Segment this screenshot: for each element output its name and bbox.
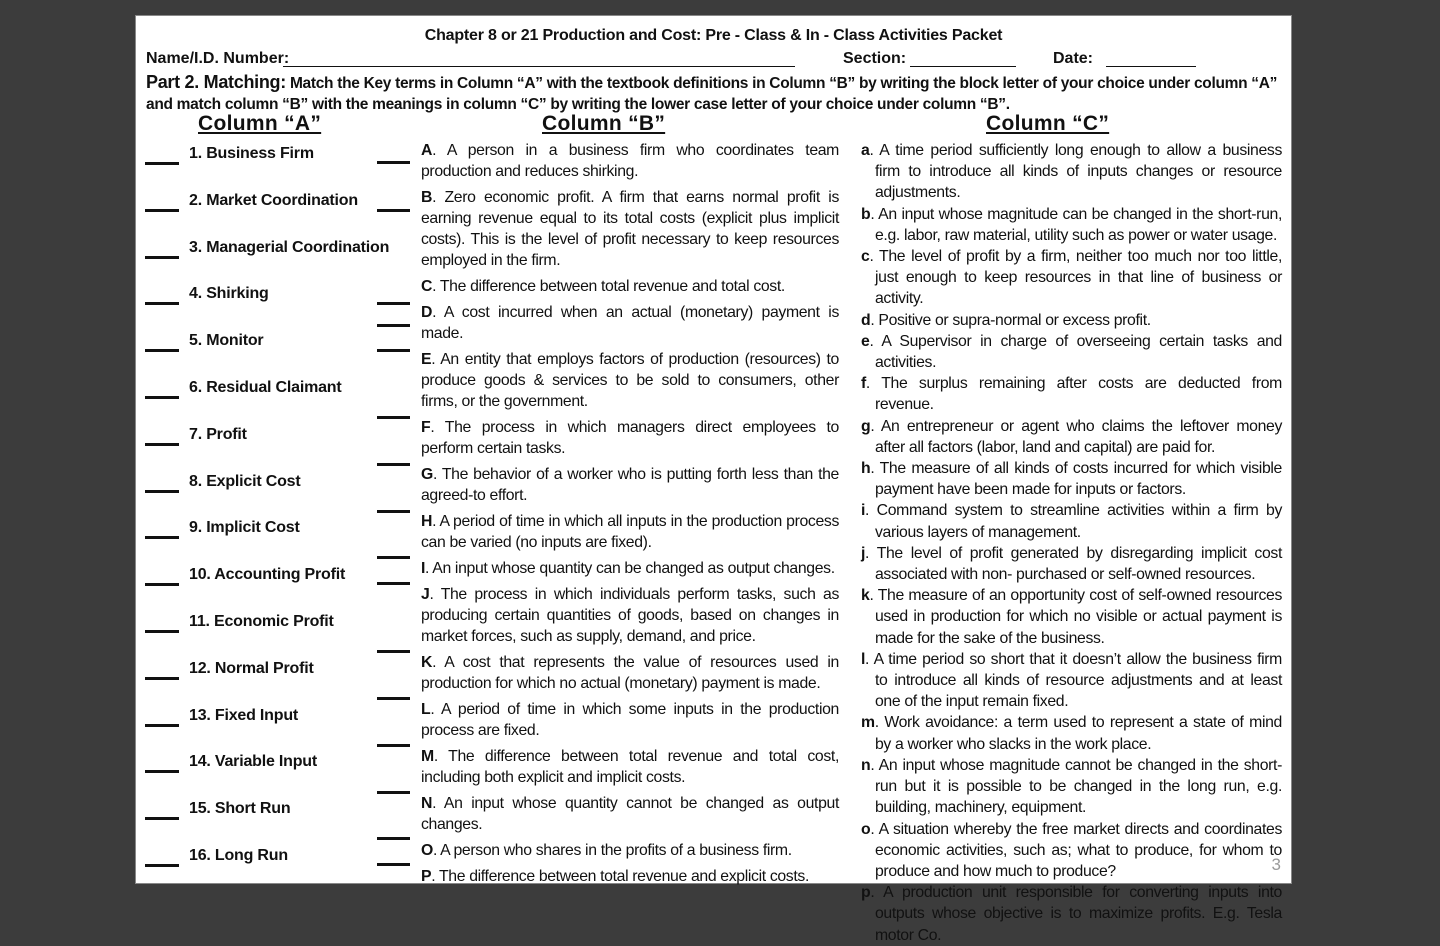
key-term: 16. Long Run	[189, 847, 288, 864]
answer-blank[interactable]	[377, 863, 410, 866]
meaning-letter: a	[861, 142, 870, 159]
part-label: Part 2. Matching:	[146, 72, 286, 92]
column-b-definition	[421, 464, 839, 506]
meaning-text: . Positive or supra-normal or excess profit.	[870, 311, 1151, 329]
column-b-definition	[421, 276, 839, 297]
column-c-meaning	[861, 882, 1282, 946]
definition-text: . The behavior of a worker who is putting forth less than the agreed-to effort.	[421, 466, 839, 504]
meaning-text: . The measure of an opportunity cost of self-owned resources used in production for which no visible or actual payment is made for the sake of the business.	[869, 587, 1282, 647]
answer-blank[interactable]	[377, 837, 410, 840]
answer-blank[interactable]	[145, 864, 179, 867]
meaning-text: . Command system to streamline activities within a firm by various layers of management.	[865, 502, 1282, 541]
key-term: 11. Economic Profit	[189, 613, 334, 630]
answer-blank[interactable]	[377, 556, 410, 559]
definition-letter: H	[421, 513, 433, 530]
column-b-definition	[421, 140, 839, 182]
date-blank[interactable]	[1106, 66, 1196, 67]
answer-blank[interactable]	[145, 349, 179, 352]
meaning-text: . The level of profit generated by disregarding implicit cost associated with non- purchased or self-owned resources.	[865, 544, 1282, 584]
key-term: 13. Fixed Input	[189, 706, 299, 724]
meaning-letter: d	[861, 311, 871, 329]
answer-blank[interactable]	[377, 349, 410, 352]
column-c-meaning	[861, 331, 1282, 373]
column-c-meaning	[861, 712, 1282, 754]
definition-letter: P	[421, 868, 432, 885]
key-term: 3. Managerial Coordination	[189, 238, 390, 256]
definition-text: . An input whose quantity cannot be changed as output changes.	[421, 795, 839, 833]
answer-blank[interactable]	[377, 161, 410, 164]
column-b-definition	[421, 652, 839, 694]
column-b-definition	[421, 866, 839, 887]
column-c-meaning	[861, 458, 1282, 500]
answer-blank[interactable]	[145, 583, 179, 586]
answer-blank[interactable]	[377, 416, 410, 419]
key-term: 4. Shirking	[189, 285, 269, 303]
definition-text: . The difference between total revenue and total cost.	[432, 278, 785, 295]
definition-text: . The difference between total revenue and total cost, including both explicit and implicit costs.	[421, 748, 839, 786]
answer-blank[interactable]	[145, 677, 179, 680]
column-b-definition	[421, 558, 839, 579]
column-c-meaning	[861, 416, 1282, 458]
column-b-definition	[421, 793, 839, 835]
answer-blank[interactable]	[145, 256, 179, 259]
definition-text: . An entity that employs factors of production (resources) to produce goods & services to be sold to consumers, other firms, or the government.	[421, 351, 839, 410]
answer-blank[interactable]	[377, 324, 410, 327]
meaning-letter: m	[861, 714, 875, 732]
definition-text: . An input whose quantity can be changed as output changes.	[425, 560, 835, 577]
instructions	[146, 72, 1286, 115]
column-c-heading: Column “C”	[986, 112, 1110, 135]
meaning-text: . A production unit responsible for converting inputs into outputs whose objective is to maximize profits. E.g. Tesla motor Co.	[870, 884, 1282, 944]
section-blank[interactable]	[910, 66, 1016, 67]
definition-letter: B	[421, 189, 433, 206]
definition-text: . A person in a business firm who coordinates team production and reduces shirking.	[421, 142, 839, 180]
name-label: Name/I.D. Number:	[146, 50, 290, 67]
key-term: 7. Profit	[189, 425, 247, 443]
column-b-definition	[421, 417, 839, 459]
page-title: Chapter 8 or 21 Production and Cost: Pre - Class & In - Class Activities Packet	[424, 27, 1003, 44]
key-term: 14. Variable Input	[189, 753, 318, 771]
definition-letter: D	[421, 304, 433, 321]
column-b-heading: Column “B”	[542, 112, 666, 135]
definition-text: . Zero economic profit. A firm that earns normal profit is earning revenue equal to its total costs (explicit plus implicit costs). This is the level of profit necessary to keep resources employed in the firm.	[421, 189, 839, 269]
definition-letter: C	[421, 278, 433, 295]
key-term: 10. Accounting Profit	[189, 566, 346, 584]
column-a-heading: Column “A”	[198, 112, 322, 135]
definition-letter: A	[421, 142, 433, 159]
definition-letter: L	[421, 701, 431, 718]
meaning-text: . A situation whereby the free market directs and coordinates economic activities, such as; what to produce, for whom to produce and how much to produce?	[870, 820, 1282, 880]
column-b-definition	[421, 302, 839, 344]
meaning-letter: g	[861, 417, 871, 435]
column-b-definition	[421, 699, 839, 741]
definition-letter: M	[421, 748, 434, 765]
meaning-letter: n	[861, 756, 871, 774]
answer-blank[interactable]	[377, 697, 410, 700]
column-c-list	[861, 140, 1282, 946]
meaning-text: . A time period so short that it doesn’t allow the business firm to introduce all kinds of resource adjustments and at least one of the input remain fixed.	[865, 650, 1282, 711]
column-c-meaning	[861, 755, 1282, 819]
answer-blank[interactable]	[145, 536, 179, 539]
column-b-list	[421, 140, 839, 892]
column-c-meaning	[861, 140, 1282, 204]
page-number: 3	[1271, 855, 1281, 874]
meaning-text: . Work avoidance: a term used to represent a state of mind by a worker who slacks in the work place.	[874, 714, 1282, 753]
answer-blank[interactable]	[145, 396, 179, 399]
meaning-text: . A Supervisor in charge of overseeing certain tasks and activities.	[869, 332, 1282, 372]
column-c-meaning	[861, 819, 1282, 883]
definition-letter: N	[421, 795, 433, 812]
key-term: 15. Short Run	[189, 800, 291, 818]
name-blank[interactable]	[283, 66, 795, 67]
column-c-meaning	[861, 649, 1282, 713]
answer-blank[interactable]	[145, 162, 179, 165]
column-b-definition	[421, 511, 839, 553]
meaning-text: . An entrepreneur or agent who claims the leftover money after all factors (labor, land and capital) are paid for.	[870, 417, 1282, 456]
meaning-letter: b	[861, 205, 871, 223]
key-term: 2. Market Coordination	[189, 191, 358, 209]
column-c-meaning	[861, 585, 1282, 649]
column-c-meaning	[861, 500, 1282, 542]
section-label: Section:	[843, 50, 907, 67]
meaning-letter: e	[861, 332, 870, 350]
meaning-letter: f	[861, 375, 866, 393]
answer-blank[interactable]	[377, 463, 410, 466]
meaning-letter: k	[861, 587, 870, 605]
answer-blank[interactable]	[377, 582, 410, 585]
definition-letter: K	[421, 654, 433, 671]
key-term: 1. Business Firm	[189, 145, 314, 162]
definition-text: . A cost incurred when an actual (monetary) payment is made.	[421, 304, 839, 342]
answer-blank[interactable]	[145, 724, 179, 727]
key-term: 9. Implicit Cost	[189, 519, 300, 537]
definition-text: . A cost that represents the value of resources used in production for which no actual (monetary) payment is made.	[421, 654, 839, 692]
definition-letter: E	[421, 351, 432, 368]
column-c-meaning	[861, 310, 1282, 331]
answer-blank[interactable]	[377, 209, 410, 212]
column-c-meaning	[861, 246, 1282, 310]
definition-letter: I	[421, 560, 426, 577]
definition-letter: J	[421, 586, 430, 603]
answer-blank[interactable]	[377, 791, 410, 794]
definition-text: . A period of time in which some inputs in the production process are fixed.	[421, 701, 839, 739]
answer-blank[interactable]	[377, 650, 410, 653]
answer-blank[interactable]	[377, 744, 410, 747]
column-b-definition	[421, 746, 839, 788]
answer-blank[interactable]	[145, 817, 179, 820]
column-b-definition	[421, 840, 839, 861]
definition-text: . A person who shares in the profits of a business firm.	[432, 842, 792, 859]
meaning-text: . The level of profit by a firm, neither too much nor too little, just enough to keep resources in that line of business or activity.	[869, 248, 1282, 308]
key-term: 12. Normal Profit	[189, 659, 314, 677]
instructions-text: Match the Key terms in Column “A” with the textbook definitions in Column “B” by writing the block letter of your choice under column “A” and match column “B” with the meanings in column “C” by writing the lower case letter of your choice under column “B”.	[146, 75, 1278, 113]
column-c-meaning	[861, 543, 1282, 585]
meaning-letter: c	[861, 248, 870, 266]
meaning-letter: i	[861, 502, 866, 520]
definition-letter: F	[421, 419, 431, 436]
answer-blank[interactable]	[145, 770, 179, 773]
definition-text: . The process in which managers direct employees to perform certain tasks.	[421, 419, 839, 457]
student-info-row	[146, 50, 1286, 70]
column-b-definition	[421, 187, 839, 271]
column-b-definition	[421, 349, 839, 412]
meaning-text: . A time period sufficiently long enough to allow a business firm to introduce all kinds of inputs changes or resource adjustments.	[869, 142, 1282, 202]
key-term: 6. Residual Claimant	[189, 379, 342, 396]
meaning-letter: l	[861, 650, 866, 668]
column-c-meaning	[861, 373, 1282, 415]
meaning-text: . The measure of all kinds of costs incurred for which visible payment have been made for inputs or factors.	[870, 460, 1282, 499]
meaning-letter: p	[861, 884, 871, 902]
definition-letter: G	[421, 466, 433, 483]
answer-blank[interactable]	[145, 209, 179, 212]
meaning-text: . An input whose magnitude can be changed in the short-run, e.g. labor, raw material, utility such as power or water usage.	[870, 205, 1282, 244]
answer-blank[interactable]	[377, 302, 410, 305]
date-label: Date:	[1053, 50, 1094, 67]
meaning-text: . An input whose magnitude cannot be changed in the short-run but it is possible to be changed in the long run, e.g. building, machinery, equipment.	[870, 756, 1282, 817]
meaning-letter: o	[861, 820, 871, 838]
column-c-meaning	[861, 204, 1282, 246]
column-b-definition	[421, 584, 839, 647]
answer-blank[interactable]	[145, 630, 179, 633]
key-term: 5. Monitor	[189, 332, 264, 350]
definition-text: . The difference between total revenue and explicit costs.	[431, 868, 809, 885]
definition-text: . A period of time in which all inputs in the production process can be varied (no inputs are fixed).	[421, 513, 839, 551]
meaning-text: . The surplus remaining after costs are deducted from revenue.	[865, 375, 1282, 414]
worksheet-page	[135, 15, 1292, 944]
key-term: 8. Explicit Cost	[189, 472, 301, 490]
definition-text: . The process in which individuals perform tasks, such as producing certain quantities of goods, based on changes in market forces, such as supply, demand, and price.	[421, 586, 839, 645]
answer-blank[interactable]	[145, 490, 179, 493]
answer-blank[interactable]	[145, 443, 179, 446]
meaning-letter: j	[861, 544, 866, 562]
definition-letter: O	[421, 842, 433, 859]
answer-blank[interactable]	[145, 302, 179, 305]
meaning-letter: h	[861, 460, 871, 478]
answer-blank[interactable]	[377, 510, 410, 513]
